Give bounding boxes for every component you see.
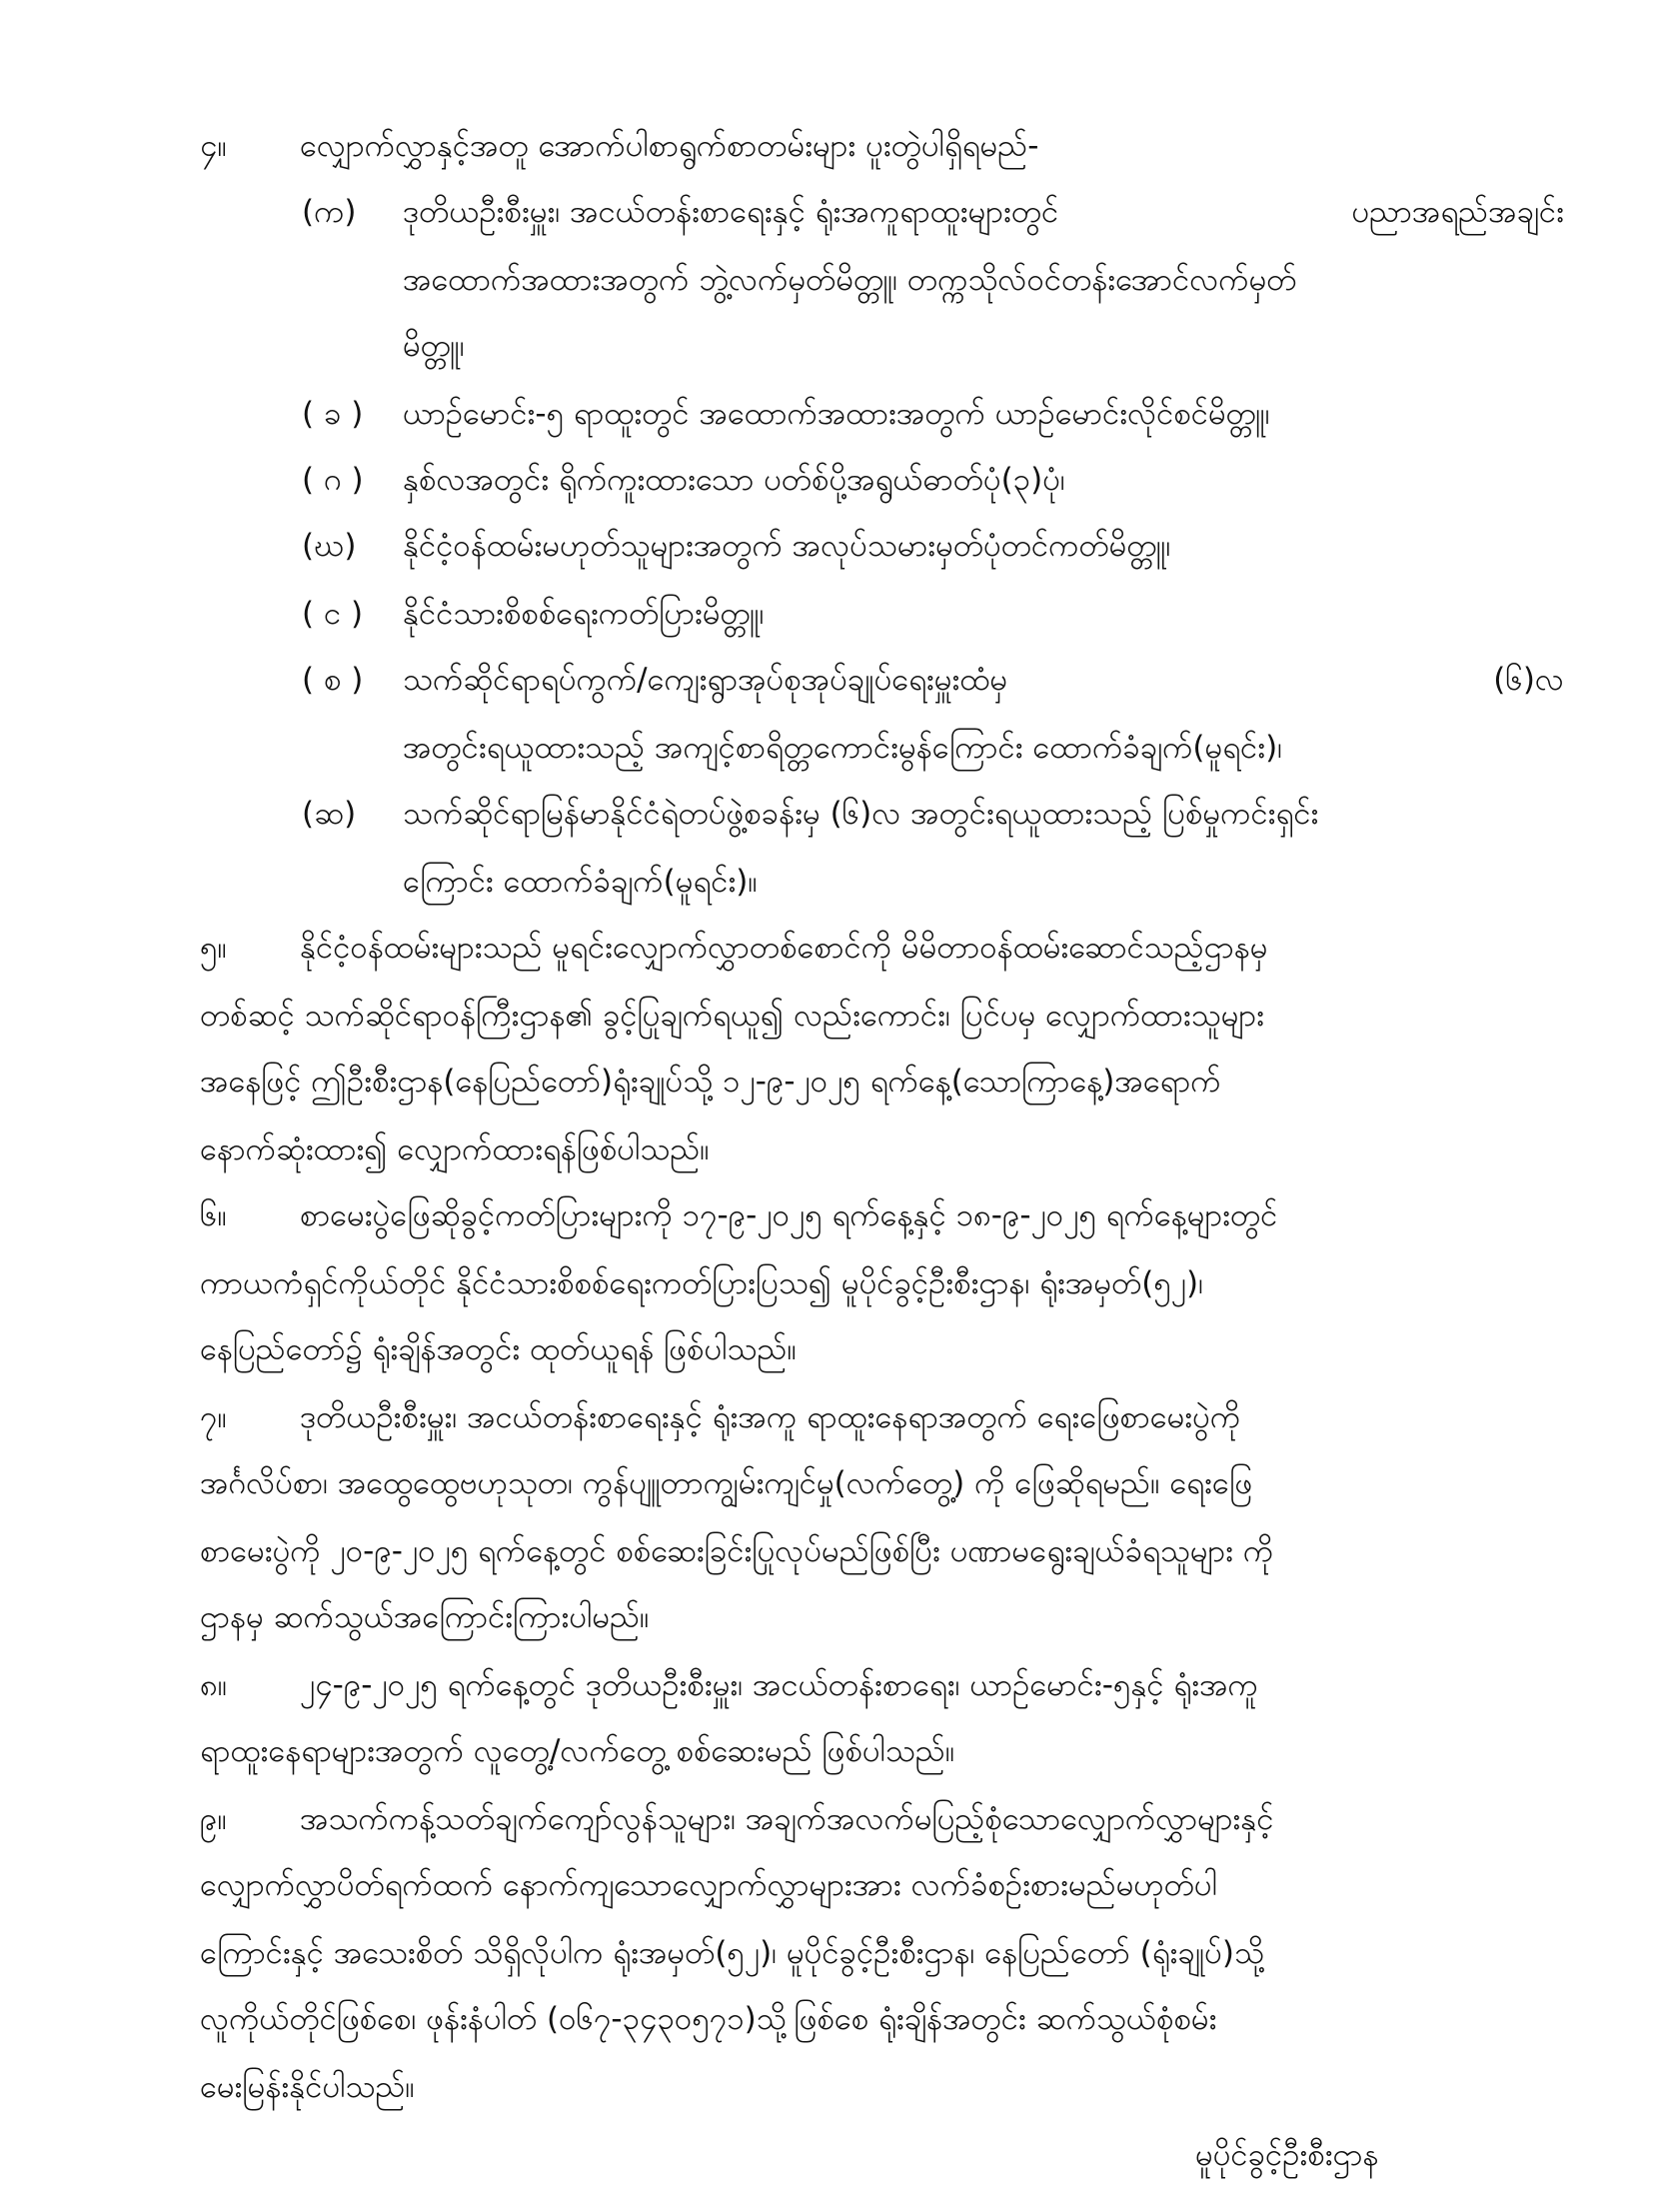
item-8-line-1: ၂၄-၉-၂၀၂၅ ရက်နေ့တွင် ဒုတိယဦးစီးမှူး၊ အငယ်တန်းစာရေး၊ ယာဉ်မောင်း-၅နှင့် ရုံးအကူ bbox=[300, 1667, 1258, 1703]
item-4-ka-label: (က) bbox=[302, 194, 357, 230]
item-4-number: ၄။ bbox=[200, 128, 227, 164]
item-9-line-2: လျှောက်လွှာပိတ်ရက်ထက် နောက်ကျသောလျှောက်လွှာများအား လက်ခံစဉ်းစားမည်မဟုတ်ပါ bbox=[200, 1867, 1217, 1903]
item-6-line-3: နေပြည်တော်၌ ရုံးချိန်အတွင်း ထုတ်ယူရန် ဖြစ်ပါသည်။ bbox=[200, 1331, 797, 1367]
item-5-line-1: နိုင်ငံ့ဝန်ထမ်းများသည် မူရင်းလျှောက်လွှာတစ်စောင်ကို မိမိတာဝန်ထမ်းဆောင်သည့်ဌာနမှ bbox=[300, 930, 1268, 966]
item-7-line-4: ဌာနမှ ဆက်သွယ်အကြောင်းကြားပါမည်။ bbox=[200, 1599, 650, 1635]
item-9-line-3: ကြောင်းနှင့် အသေးစိတ် သိရှိလိုပါက ရုံးအမှတ်(၅၂)၊ မူပိုင်ခွင့်ဦးစီးဌာန၊ နေပြည်တော် (ရုံးချုပ်)သို့ bbox=[200, 1935, 1264, 1971]
item-6-line-2: ကာယကံရှင်ကိုယ်တိုင် နိုင်ငံသားစိစစ်ရေးကတ်ပြားပြသ၍ မူပိုင်ခွင့်ဦးစီးဌာန၊ ရုံးအမှတ်(၅၂)၊ bbox=[200, 1265, 1204, 1301]
item-4-sa-line-1 bbox=[403, 660, 1564, 700]
item-4-ka-line-2: အထောက်အထားအတွက် ဘွဲ့လက်မှတ်မိတ္တူ၊ တက္ကသိုလ်ဝင်တန်းအောင်လက်မှတ် bbox=[403, 262, 1297, 298]
item-4-hsa-line-2: ကြောင်း ထောက်ခံချက်(မူရင်း)။ bbox=[403, 864, 758, 900]
item-4-nga-label: ( င ) bbox=[302, 596, 364, 632]
item-7-line-1: ဒုတိယဦးစီးမှူး၊ အငယ်တန်းစာရေးနှင့် ရုံးအကူ ရာထူးနေရာအတွက် ရေးဖြေစာမေးပွဲကို bbox=[300, 1399, 1241, 1435]
item-4-gha-text: နိုင်ငံ့ဝန်ထမ်းမဟုတ်သူများအတွက် အလုပ်သမားမှတ်ပုံတင်ကတ်မိတ္တူ၊ bbox=[403, 528, 1171, 564]
item-4-ga-label: ( ဂ ) bbox=[302, 462, 364, 498]
item-4-sa-line-1b: (၆)လ bbox=[1493, 662, 1564, 698]
item-4-text: လျှောက်လွှာနှင့်အတူ အောက်ပါစာရွက်စာတမ်းများ ပူးတွဲပါရှိရမည်- bbox=[300, 128, 1039, 164]
item-4-nga-text: နိုင်ငံသားစိစစ်ရေးကတ်ပြားမိတ္တူ၊ bbox=[403, 596, 765, 632]
item-7-line-2: အင်္ဂလိပ်စာ၊ အထွေထွေဗဟုသုတ၊ ကွန်ပျူတာကျွမ်းကျင်မှု(လက်တွေ့) ကို ဖြေဆိုရမည်။ ရေးဖြေ bbox=[200, 1465, 1253, 1501]
item-4-ka-line-1b: ပညာအရည်အချင်း bbox=[1351, 194, 1564, 230]
item-6-line-1: စာမေးပွဲဖြေဆိုခွင့်ကတ်ပြားများကို ၁၇-၉-၂၀၂၅ ရက်နေ့နှင့် ၁၈-၉-၂၀၂၅ ရက်နေ့များတွင် bbox=[300, 1197, 1278, 1233]
item-4-ka-line-3: မိတ္တူ၊ bbox=[403, 328, 465, 364]
item-4-hsa-label: (ဆ) bbox=[302, 796, 357, 832]
item-4-hsa-line-1: သက်ဆိုင်ရာမြန်မာနိုင်ငံရဲတပ်ဖွဲ့စခန်းမှ (၆)လ အတွင်းရယူထားသည့် ပြစ်မှုကင်းရှင်း bbox=[403, 796, 1319, 832]
item-4-sa-line-2: အတွင်းရယူထားသည့် အကျင့်စာရိတ္တကောင်းမွန်ကြောင်း ထောက်ခံချက်(မူရင်း)၊ bbox=[403, 730, 1283, 766]
item-4-ga-text: နှစ်လအတွင်း ရိုက်ကူးထားသော ပတ်စ်ပို့အရွယ်ဓာတ်ပုံ(၃)ပုံ၊ bbox=[403, 462, 1065, 498]
item-4-sa-line-1a: သက်ဆိုင်ရာရပ်ကွက်/ကျေးရွာအုပ်စုအုပ်ချုပ်ရေးမှူးထံမှ bbox=[403, 662, 1008, 698]
item-5-line-4: နောက်ဆုံးထား၍ လျှောက်ထားရန်ဖြစ်ပါသည်။ bbox=[200, 1131, 710, 1167]
item-9-line-1: အသက်ကန့်သတ်ချက်ကျော်လွန်သူများ၊ အချက်အလက်မပြည့်စုံသောလျှောက်လွှာများနှင့် bbox=[300, 1801, 1274, 1837]
item-5-line-2: တစ်ဆင့် သက်ဆိုင်ရာဝန်ကြီးဌာန၏ ခွင့်ပြုချက်ရယူ၍ လည်းကောင်း၊ ပြင်ပမှ လျှောက်ထားသူများ bbox=[200, 998, 1264, 1034]
signature-department: မူပိုင်ခွင့်ဦးစီးဌာန bbox=[1195, 2137, 1379, 2173]
item-4-gha-label: (ဃ) bbox=[302, 528, 357, 564]
item-5-line-3: အနေဖြင့် ဤဦးစီးဌာန(နေပြည်တော်)ရုံးချုပ်သို့ ၁၂-၉-၂၀၂၅ ရက်နေ့(သောကြာနေ့)အရောက် bbox=[200, 1064, 1221, 1100]
item-4-kha-text: ယာဉ်မောင်း-၅ ရာထူးတွင် အထောက်အထားအတွက် ယာဉ်မောင်းလိုင်စင်မိတ္တူ၊ bbox=[403, 396, 1270, 432]
item-6-number: ၆။ bbox=[200, 1197, 227, 1233]
item-9-line-4: လူကိုယ်တိုင်ဖြစ်စေ၊ ဖုန်းနံပါတ် (၀၆၇-၃၄၃၀၅၇၁)သို့ဖြစ်စေ ရုံးချိန်အတွင်း ဆက်သွယ်စုံစမ်း bbox=[200, 2001, 1217, 2037]
item-4-kha-label: ( ခ ) bbox=[302, 396, 364, 432]
item-8-line-2: ရာထူးနေရာများအတွက် လူတွေ့/လက်တွေ့ စစ်ဆေးမည် ဖြစ်ပါသည်။ bbox=[200, 1733, 955, 1769]
item-4-ka-line-1 bbox=[403, 192, 1564, 232]
item-4-sa-label: ( စ ) bbox=[302, 662, 364, 698]
item-8-number: ၈။ bbox=[200, 1667, 228, 1703]
item-5-number: ၅။ bbox=[200, 930, 227, 966]
item-9-number: ၉။ bbox=[200, 1801, 227, 1837]
item-7-number: ၇။ bbox=[200, 1399, 227, 1435]
item-4-ka-line-1a: ဒုတိယဦးစီးမှူး၊ အငယ်တန်းစာရေးနှင့် ရုံးအကူရာထူးများတွင် bbox=[403, 194, 1059, 230]
item-7-line-3: စာမေးပွဲကို ၂၀-၉-၂၀၂၅ ရက်နေ့တွင် စစ်ဆေးခြင်းပြုလုပ်မည်ဖြစ်ပြီး ပဏာမရွေးချယ်ခံရသူများ ကို bbox=[200, 1533, 1274, 1569]
item-9-line-5: မေးမြန်းနိုင်ပါသည်။ bbox=[200, 2069, 415, 2105]
